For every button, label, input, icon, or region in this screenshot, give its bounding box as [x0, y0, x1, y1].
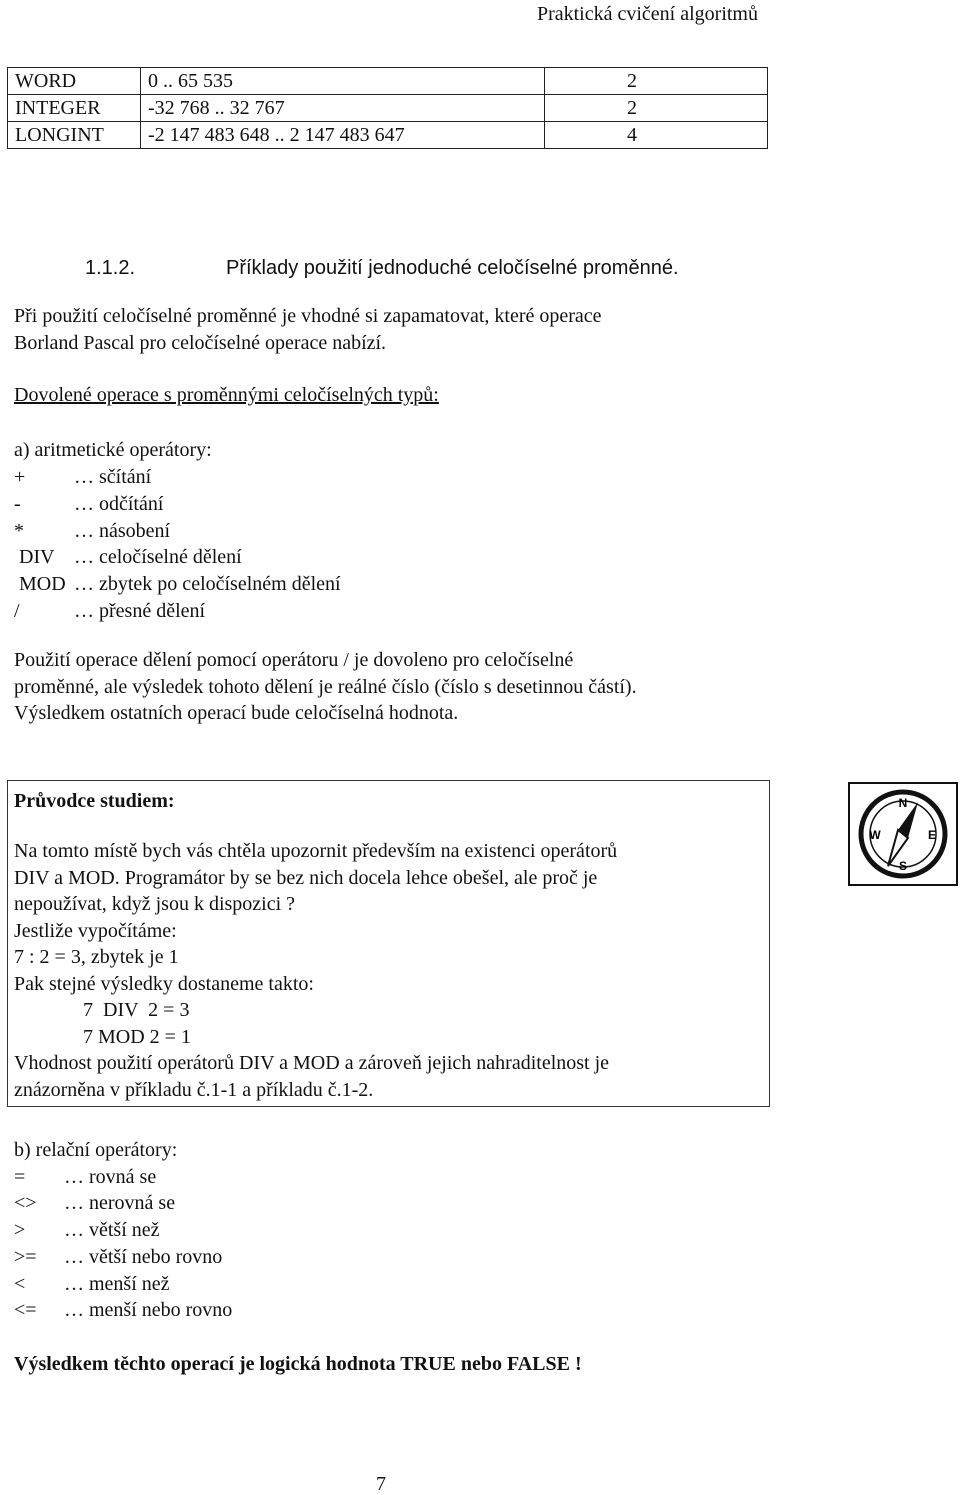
- guide-line: DIV a MOD. Programátor by se bez nich docela lehce obešel, ale proč je: [14, 866, 598, 889]
- operator-symbol: -: [14, 493, 21, 515]
- table-row: [8, 95, 768, 122]
- study-guide-heading: Průvodce studiem:: [14, 790, 175, 812]
- operator-symbol: >: [14, 1219, 26, 1241]
- compass-icon: [848, 782, 958, 886]
- compass-w-label: W: [869, 828, 881, 842]
- guide-line: Pak stejné výsledky dostaneme takto:: [14, 972, 314, 995]
- operator-symbol: <>: [14, 1192, 37, 1214]
- operator-description: … nerovná se: [64, 1192, 176, 1214]
- note-line: proměnné, ale výsledek tohoto dělení je reálné číslo (číslo s desetinnou částí).: [14, 675, 637, 698]
- operator-symbol: DIV: [14, 546, 55, 568]
- page-number: 7: [376, 1473, 386, 1495]
- guide-line: 7 DIV 2 = 3: [83, 999, 190, 1021]
- compass-n-label: N: [898, 796, 908, 810]
- operator-symbol: >=: [14, 1246, 37, 1268]
- type-cell: INTEGER: [8, 95, 141, 122]
- section-number: 1.1.2.: [85, 257, 136, 279]
- operator-description: … rovná se: [64, 1166, 157, 1188]
- operator-description: … větší nebo rovno: [64, 1246, 223, 1268]
- bytes-cell: 4: [545, 122, 768, 149]
- running-header: Praktická cvičení algoritmů: [536, 3, 758, 25]
- operator-symbol: /: [14, 600, 20, 622]
- division-note: [14, 647, 774, 727]
- operator-description: … násobení: [74, 520, 171, 542]
- table-row: [8, 122, 768, 149]
- note-line: Výsledkem ostatních operací bude celočíselná hodnota.: [14, 702, 459, 724]
- operator-description: … menší než: [64, 1273, 170, 1295]
- operator-description: … celočíselné dělení: [74, 546, 242, 568]
- bytes-cell: 2: [545, 95, 768, 122]
- intro-paragraph: [14, 303, 774, 356]
- operator-symbol: <: [14, 1273, 26, 1295]
- range-cell: -2 147 483 648 .. 2 147 483 647: [141, 122, 545, 149]
- operator-symbol: *: [14, 520, 24, 542]
- integer-types-table: [7, 67, 768, 149]
- arithmetic-heading: a) aritmetické operátory:: [14, 439, 212, 461]
- note-line: Použití operace dělení pomocí operátoru / je dovoleno pro celočíselné: [14, 649, 574, 671]
- operator-description: … přesné dělení: [74, 600, 206, 622]
- allowed-operations-heading: Dovolené operace s proměnnými celočíselných typů:: [14, 384, 439, 406]
- intro-line: Borland Pascal pro celočíselné operace nabízí.: [14, 331, 387, 354]
- compass-e-label: E: [927, 828, 937, 842]
- compass-s-label: S: [898, 859, 908, 873]
- guide-line: znázorněna v příkladu č.1-1 a příkladu č.1-2.: [14, 1078, 374, 1101]
- operator-symbol: MOD: [14, 573, 66, 595]
- operator-description: … větší než: [64, 1219, 160, 1241]
- operator-symbol: <=: [14, 1299, 37, 1321]
- conclusion-text: Výsledkem těchto operací je logická hodnota TRUE nebo FALSE !: [14, 1353, 582, 1375]
- relational-heading: b) relační operátory:: [14, 1139, 178, 1161]
- operator-symbol: +: [14, 466, 26, 488]
- guide-line: Vhodnost použití operátorů DIV a MOD a zároveň jejich nahraditelnost je: [14, 1052, 610, 1074]
- type-cell: LONGINT: [8, 122, 141, 149]
- type-cell: WORD: [8, 68, 141, 95]
- intro-line: Při použití celočíselné proměnné je vhodné si zapamatovat, které operace: [14, 305, 602, 327]
- operator-description: … sčítání: [74, 466, 152, 488]
- operator-symbol: =: [14, 1166, 26, 1188]
- guide-line: Na tomto místě bych vás chtěla upozornit především na existenci operátorů: [14, 840, 618, 862]
- section-title: Příklady použití jednoduché celočíselné proměnné.: [226, 257, 679, 279]
- study-guide-text: [14, 838, 764, 1103]
- guide-line: nepoužívat, když jsou k dispozici ?: [14, 893, 296, 915]
- operator-description: … zbytek po celočíselném dělení: [74, 573, 341, 595]
- guide-line: 7 : 2 = 3, zbytek je 1: [14, 946, 179, 968]
- bytes-cell: 2: [545, 68, 768, 95]
- range-cell: -32 768 .. 32 767: [141, 95, 545, 122]
- guide-line: 7 MOD 2 = 1: [83, 1025, 191, 1048]
- operator-description: … odčítání: [74, 493, 164, 515]
- guide-line: Jestliže vypočítáme:: [14, 919, 177, 942]
- range-cell: 0 .. 65 535: [141, 68, 545, 95]
- table-row: [8, 68, 768, 95]
- operator-description: … menší nebo rovno: [64, 1299, 233, 1321]
